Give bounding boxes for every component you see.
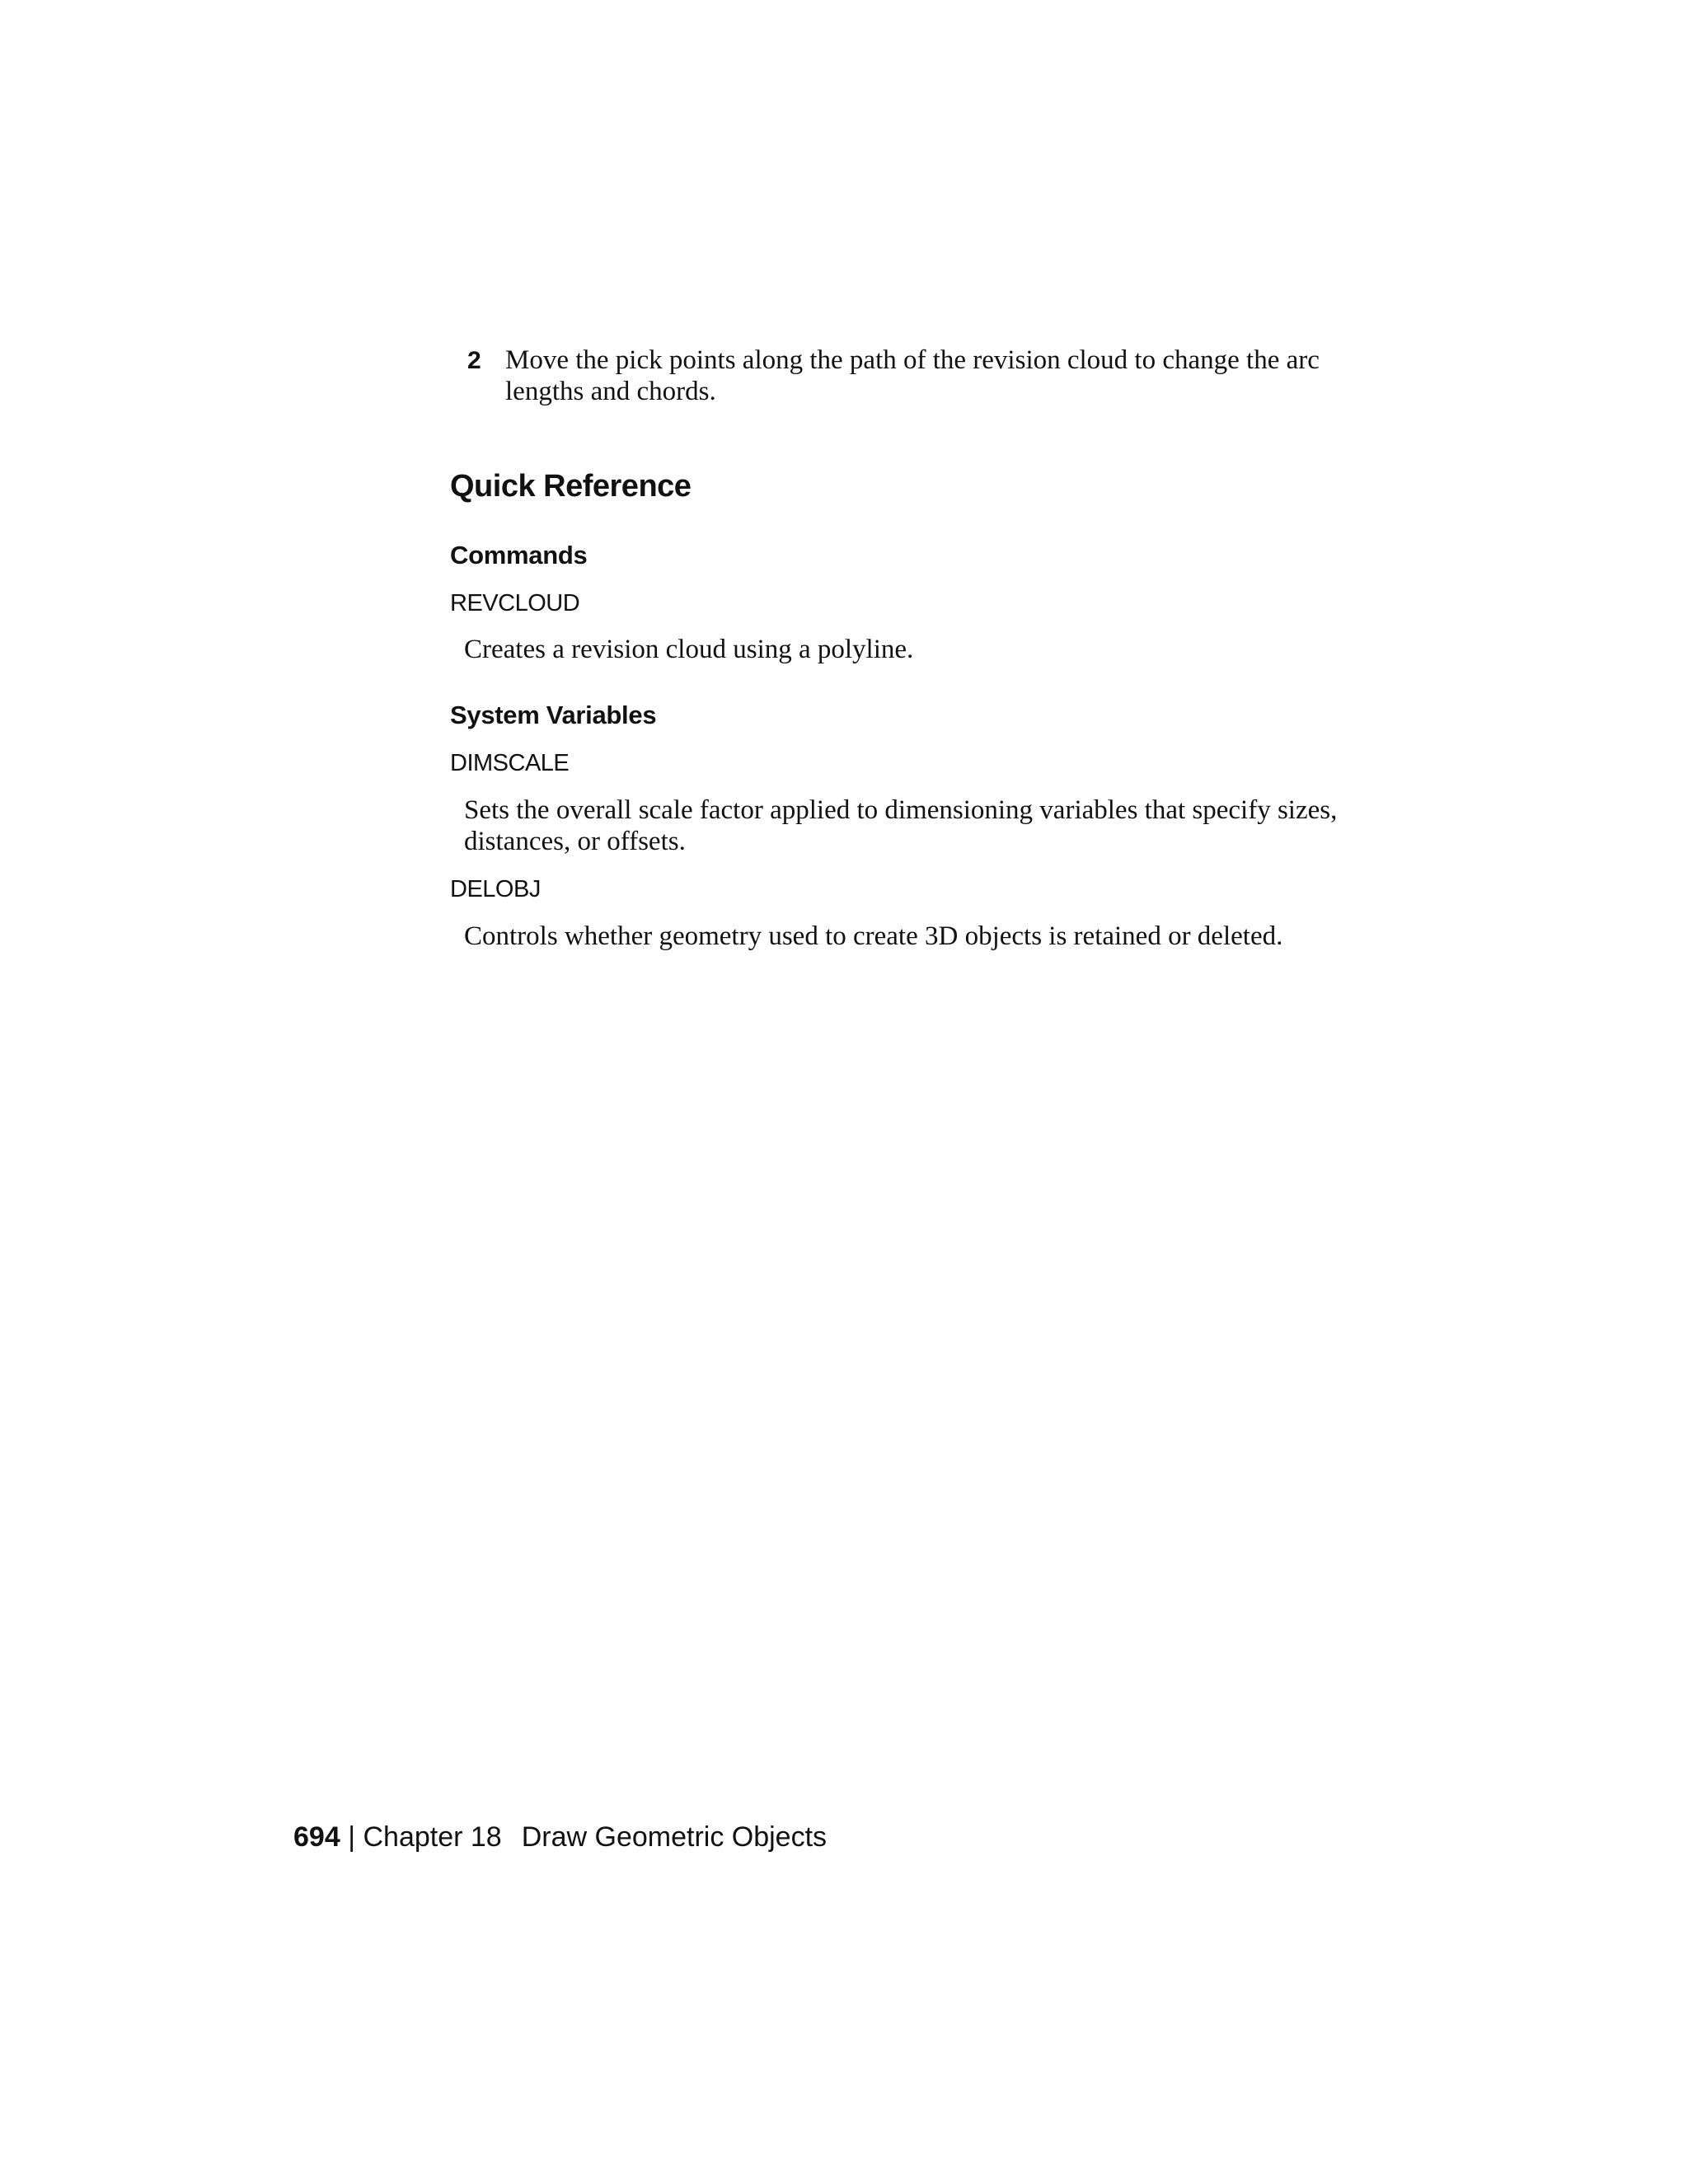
system-variable-term: DIMSCALE (450, 750, 570, 776)
system-variable-description: Controls whether geometry used to create 3D objects is retained or deleted. (464, 921, 1283, 951)
page-footer (293, 1820, 827, 1854)
footer-separator: | (348, 1821, 356, 1853)
step-text: Move the pick points along the path of the revision cloud to change the arc lengths and chords. (505, 345, 1320, 406)
system-variable-description: Sets the overall scale factor applied to dimensioning variables that specify sizes, distances, or offsets. (464, 795, 1338, 856)
quick-reference-heading: Quick Reference (450, 469, 692, 504)
commands-heading: Commands (450, 541, 588, 569)
system-variable-term: DELOBJ (450, 876, 541, 902)
step-number: 2 (467, 347, 481, 374)
footer-chapter: Chapter 18 (363, 1821, 502, 1853)
step-item (467, 344, 1357, 407)
page-number: 694 (293, 1821, 340, 1853)
system-variables-heading: System Variables (450, 701, 657, 729)
footer-chapter-title: Draw Geometric Objects (521, 1821, 828, 1853)
command-description: Creates a revision cloud using a polyline. (464, 635, 914, 664)
command-term: REVCLOUD (450, 590, 580, 616)
